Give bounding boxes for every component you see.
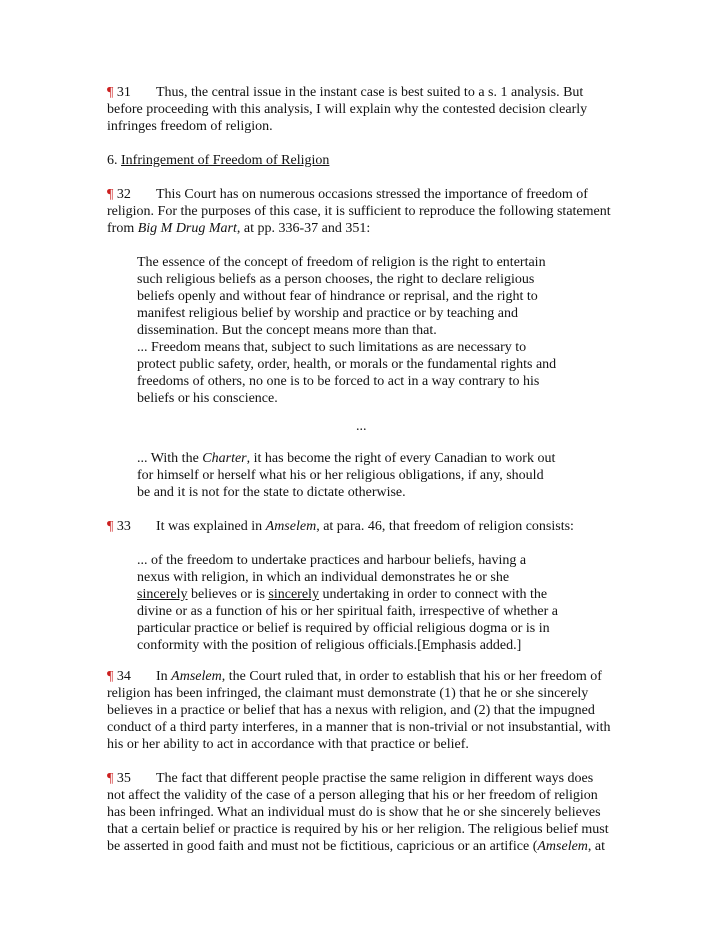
para-32-text-2: religion. For the purposes of this case, it is sufficient to reproduce the following statement bbox=[107, 204, 611, 219]
para-34-marker bbox=[107, 668, 131, 685]
para-34-text-1: In Amselem, the Court ruled that, in order to establish that his or her freedom of bbox=[156, 669, 602, 684]
pilcrow-icon: ¶ bbox=[107, 85, 114, 100]
para-35-text-1: The fact that different people practise the same religion in different ways does bbox=[156, 771, 594, 786]
para-33-text: It was explained in Amselem, at para. 46, that freedom of religion consists: bbox=[156, 519, 574, 534]
charter-term: Charter bbox=[202, 451, 247, 466]
case-name: Big M Drug Mart bbox=[137, 221, 237, 236]
quote-2-line-1: ... of the freedom to undertake practices and harbour beliefs, having a bbox=[137, 553, 527, 568]
para-31-line-1 bbox=[107, 84, 131, 101]
para-32-number: 32 bbox=[116, 187, 131, 202]
case-name: Amselem bbox=[265, 519, 317, 534]
case-name: Amselem bbox=[171, 669, 222, 684]
para-35-marker bbox=[107, 770, 131, 787]
pilcrow-icon: ¶ bbox=[107, 669, 114, 684]
section-number: 6. bbox=[107, 153, 118, 168]
quote-1-line-1: The essence of the concept of freedom of religion is the right to entertain bbox=[137, 255, 546, 270]
quote-1-tail-2: for himself or herself what his or her religious obligations, if any, should bbox=[137, 468, 544, 483]
pilcrow-icon: ¶ bbox=[107, 771, 114, 786]
para-34-number: 34 bbox=[116, 669, 131, 684]
para-31-text-1: Thus, the central issue in the instant case is best suited to a s. 1 analysis. But bbox=[156, 85, 584, 100]
para-35-text-5: be asserted in good faith and must not be fictitious, capricious or an artifice (Amselem, at bbox=[107, 839, 606, 854]
para-35-text-2: not affect the validity of the case of a person alleging that his or her freedom of religion bbox=[107, 788, 598, 803]
quote-2-line-6: conformity with the position of religious officials.[Emphasis added.] bbox=[137, 638, 522, 653]
section-heading bbox=[107, 152, 329, 169]
quote-2-line-2: nexus with religion, in which an individual demonstrates he or she bbox=[137, 570, 510, 585]
quote-1-line-3: beliefs openly and without fear of hindrance or reprisal, and the right to bbox=[137, 289, 538, 304]
quote-1-tail-3: be and it is not for the state to dictate otherwise. bbox=[137, 485, 406, 500]
para-32-marker bbox=[107, 186, 131, 203]
quote-2-line-3: sincerely believes or is sincerely undertaking in order to connect with the bbox=[137, 587, 548, 602]
emphasis-sincerely: sincerely bbox=[137, 587, 188, 602]
section-title: Infringement of Freedom of Religion bbox=[121, 153, 330, 168]
para-35-text-3: has been infringed. What an individual must do is show that he or she sincerely believes bbox=[107, 805, 601, 820]
para-31-number: 31 bbox=[116, 85, 131, 100]
para-33-marker bbox=[107, 518, 131, 535]
quote-1-tail-1: ... With the Charter, it has become the right of every Canadian to work out bbox=[137, 451, 556, 466]
para-33-number: 33 bbox=[116, 519, 131, 534]
para-34-text-3: believes in a practice or belief that has a nexus with religion, and (2) that the impugned bbox=[107, 703, 595, 718]
quote-1-line-4: manifest religious belief by worship and practice or by teaching and bbox=[137, 306, 518, 321]
para-32-text-3: from Big M Drug Mart, at pp. 336-37 and 351: bbox=[107, 221, 371, 236]
para-32-text-1: This Court has on numerous occasions stressed the importance of freedom of bbox=[156, 187, 588, 202]
quote-1-line-9: beliefs or his conscience. bbox=[137, 391, 278, 406]
pilcrow-icon: ¶ bbox=[107, 187, 114, 202]
para-34-text-2: religion has been infringed, the claimant must demonstrate (1) that he or she sincerely bbox=[107, 686, 589, 701]
quote-ellipsis: ... bbox=[356, 419, 367, 434]
quote-1-line-8: freedoms of others, no one is to be forced to act in a way contrary to his bbox=[137, 374, 540, 389]
quote-2-line-5: particular practice or belief is required by official religious dogma or is in bbox=[137, 621, 550, 636]
quote-1-line-6: ... Freedom means that, subject to such limitations as are necessary to bbox=[137, 340, 527, 355]
case-name: Amselem bbox=[537, 839, 588, 854]
quote-1-line-7: protect public safety, order, health, or morals or the fundamental rights and bbox=[137, 357, 557, 372]
pilcrow-icon: ¶ bbox=[107, 519, 114, 534]
para-34-text-5: his or her ability to act in accordance with that practice or belief. bbox=[107, 737, 469, 752]
emphasis-sincerely: sincerely bbox=[268, 587, 319, 602]
para-35-number: 35 bbox=[116, 771, 131, 786]
para-31-text-2: before proceeding with this analysis, I will explain why the contested decision clearly bbox=[107, 102, 588, 117]
para-35-text-4: that a certain belief or practice is required by his or her religion. The religious belief must bbox=[107, 822, 609, 837]
para-34-text-4: conduct of a third party interferes, in a manner that is non-trivial or not insubstantial, with bbox=[107, 720, 611, 735]
quote-1-line-5: dissemination. But the concept means more than that. bbox=[137, 323, 437, 338]
para-31-text-3: infringes freedom of religion. bbox=[107, 119, 273, 134]
quote-2-line-4: divine or as a function of his or her spiritual faith, irrespective of whether a bbox=[137, 604, 559, 619]
quote-1-line-2: such religious beliefs as a person chooses, the right to declare religious bbox=[137, 272, 535, 287]
